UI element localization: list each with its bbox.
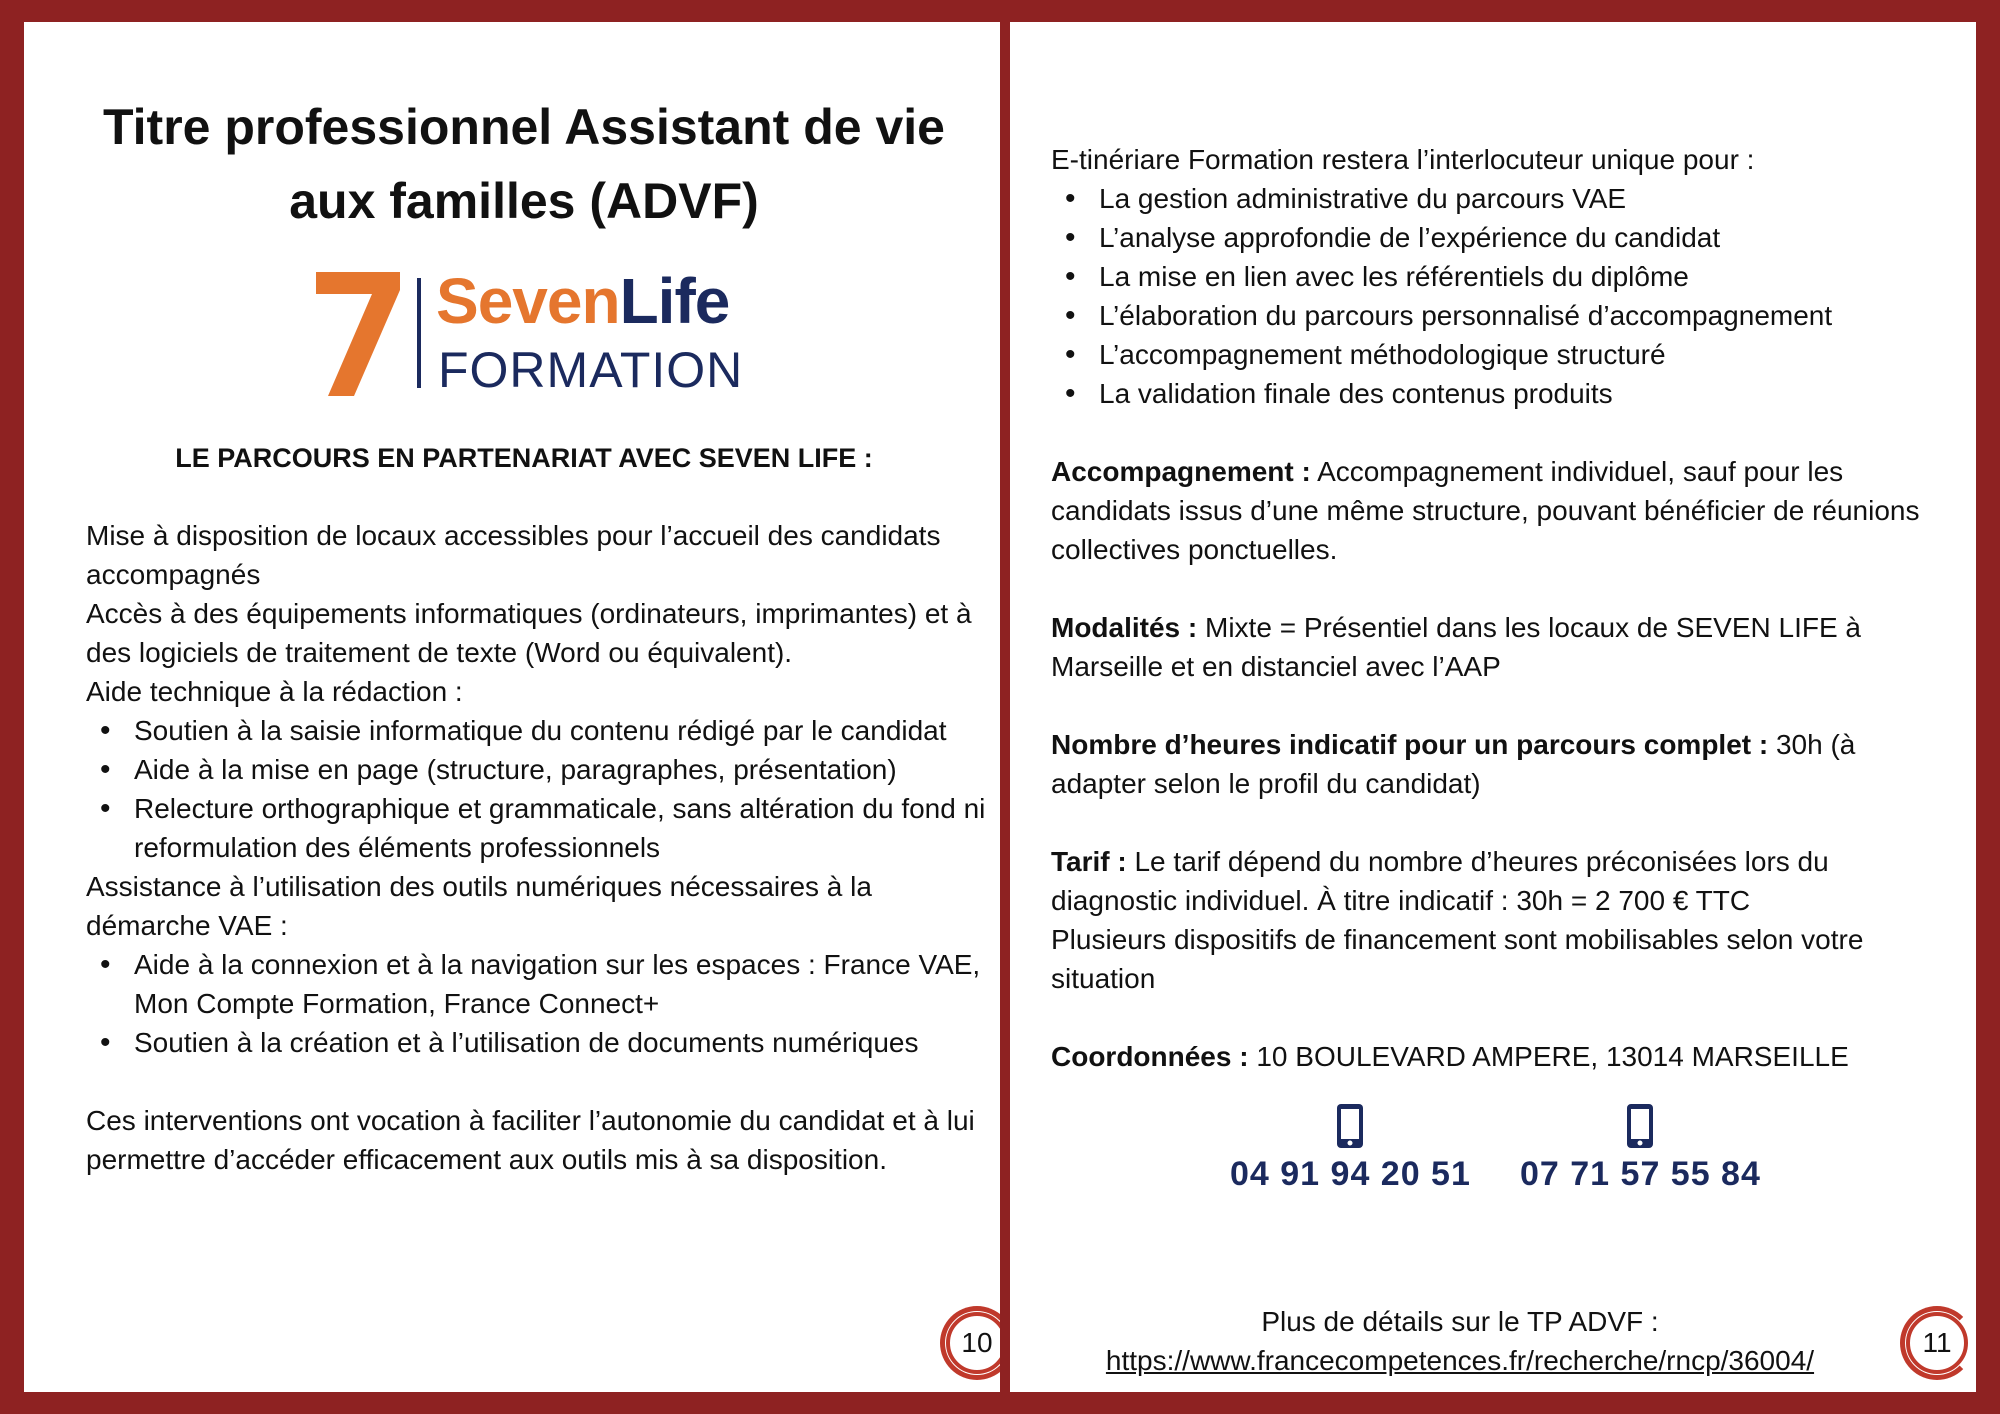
logo-name [436, 266, 729, 336]
paragraph-locaux: Mise à disposition de locaux accessibles pour l’accueil des candidats accompagnés [86, 520, 941, 590]
footer [1050, 1302, 1870, 1380]
list-item: • La mise en lien avec les référentiels du diplôme [1051, 257, 1951, 296]
list-item: • La gestion administrative du parcours VAE [1051, 179, 1951, 218]
paragraph-aide-technique: Aide technique à la rédaction : [86, 676, 463, 707]
text-coordonnees: 10 BOULEVARD AMPERE, 13014 MARSEILLE [1256, 1041, 1849, 1072]
list-item: • Relecture orthographique et grammaticale, sans altération du fond ni reformulation des éléments professionnels [86, 789, 986, 867]
phone-contact[interactable] [1230, 1102, 1470, 1194]
list-item: • Soutien à la saisie informatique du contenu rédigé par le candidat [86, 711, 986, 750]
logo-life-text: Life [619, 265, 730, 337]
list-item: • Aide à la connexion et à la navigation sur les espaces : France VAE, Mon Compte Formation, France Connect+ [86, 945, 986, 1023]
text-accompagnement: Accompagnement individuel, sauf pour les candidats issus d’une même structure, pouvant bénéficier de réunions collectives ponctuelles. [1051, 456, 1920, 565]
label-accompagnement: Accompagnement : [1051, 456, 1311, 487]
list-item: • L’accompagnement méthodologique structuré [1051, 335, 1951, 374]
page-title: Titre professionnel Assistant de vie aux familles (ADVF) [103, 99, 945, 229]
list-item: • La validation finale des contenus produits [1051, 374, 1951, 413]
right-page [1010, 22, 1976, 1392]
label-modalites: Modalités : [1051, 612, 1198, 643]
list-item: • Soutien à la création et à l’utilisation de documents numériques [86, 1023, 986, 1062]
paragraph-financement: Plusieurs dispositifs de financement sont mobilisables selon votre situation [1051, 924, 1864, 994]
text-modalites: Mixte = Présentiel dans les locaux de SEVEN LIFE à Marseille et en distanciel avec l’AAP [1051, 612, 1862, 682]
section-heading: LE PARCOURS EN PARTENARIAT AVEC SEVEN LIFE : [175, 443, 873, 473]
paragraph-assistance: Assistance à l’utilisation des outils numériques nécessaires à la démarche VAE : [86, 871, 872, 941]
phone-contacts [1230, 1102, 1790, 1192]
list-item: • L’élaboration du parcours personnalisé d’accompagnement [1051, 296, 1951, 335]
text-tarif: Le tarif dépend du nombre d’heures préconisées lors du diagnostic individuel. À titre indicatif : 30h = 2 700 € TTC [1051, 846, 1829, 916]
text-heures: 30h (à adapter selon le profil du candidat) [1051, 729, 1856, 799]
phone-number[interactable]: 07 71 57 55 84 [1520, 1155, 1761, 1193]
page-number: 11 [1906, 1312, 1968, 1374]
phone-number[interactable]: 04 91 94 20 51 [1230, 1155, 1471, 1193]
logo-seven-text: Seven [436, 265, 620, 337]
right-body [1051, 140, 1951, 1076]
paragraph-intro: E-tinériare Formation restera l’interlocuteur unique pour : [1051, 144, 1755, 175]
label-heures: Nombre d’heures indicatif pour un parcours complet : [1051, 729, 1769, 760]
paragraph-tarif [1051, 842, 1951, 920]
phone-icon [1335, 1102, 1365, 1150]
page-divider [1000, 22, 1010, 1392]
label-tarif: Tarif : [1051, 846, 1127, 877]
paragraph-modalites [1051, 608, 1951, 686]
sevenlife-logo [314, 250, 774, 400]
page-number: 10 [946, 1312, 1000, 1374]
logo-formation-text: FORMATION [438, 342, 744, 398]
list-item: • L’analyse approfondie de l’expérience du candidat [1051, 218, 1951, 257]
label-coordonnees: Coordonnées : [1051, 1041, 1249, 1072]
left-body [86, 516, 986, 1179]
paragraph-equipements: Accès à des équipements informatiques (ordinateurs, imprimantes) et à des logiciels de traitement de texte (Word ou équivalent). [86, 598, 972, 668]
left-page [24, 22, 1000, 1392]
seven-logo-icon [314, 250, 402, 400]
logo-divider [417, 278, 421, 388]
footer-text: Plus de détails sur le TP ADVF : [1261, 1306, 1659, 1337]
paragraph-closing: Ces interventions ont vocation à faciliter l’autonomie du candidat et à lui permettre d’accéder efficacement aux outils mis à sa disposition. [86, 1105, 975, 1175]
paragraph-accompagnement [1051, 452, 1951, 569]
list-item: • Aide à la mise en page (structure, paragraphes, présentation) [86, 750, 986, 789]
paragraph-heures [1051, 725, 1951, 803]
paragraph-coordonnees [1051, 1037, 1951, 1076]
phone-contact[interactable] [1520, 1102, 1760, 1194]
phone-icon [1625, 1102, 1655, 1150]
rncp-link[interactable]: https://www.francecompetences.fr/recherche/rncp/36004/ [1105, 1345, 1815, 1376]
